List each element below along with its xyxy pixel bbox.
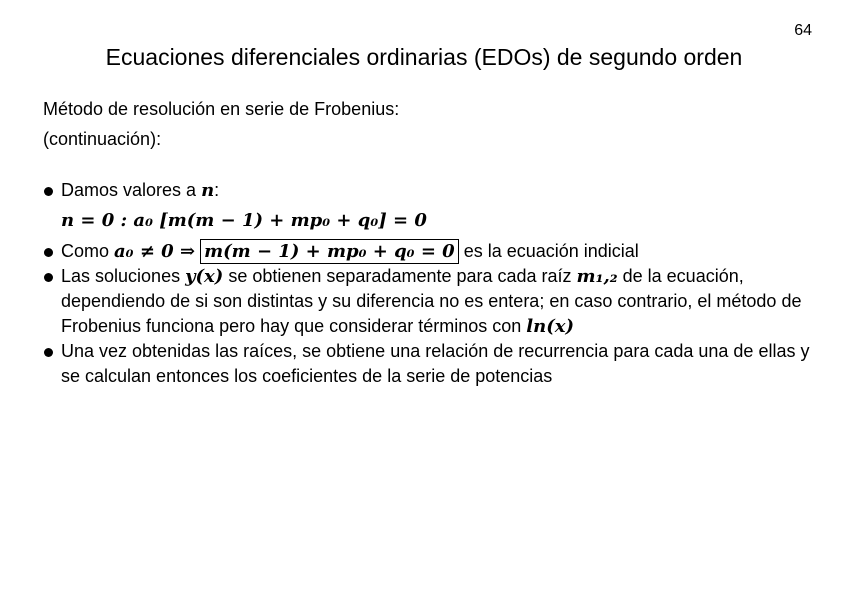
bullet-text: Como [61,241,115,261]
bullet-dot-icon [44,273,53,282]
bullet-values-n [43,178,833,203]
bullet-indicial [43,239,833,264]
math-lnx: ln(x) [526,316,574,337]
math-n: n [201,180,215,201]
math-yx: y(x) [185,266,224,287]
bullet-dot-icon [44,348,53,357]
bullet-text: se obtienen separadamente para cada raíz [223,266,577,286]
slide-title: Ecuaciones diferenciales ordinarias (EDOs) de segundo orden [105,44,743,70]
equation-n0-text: n = 0 : a₀ [m(m − 1) + mp₀ + q₀] = 0 [61,210,427,231]
intro-line-1: Método de resolución en serie de Frobenius: [43,99,400,119]
bullet-text: Las soluciones [61,266,186,286]
bullet-dot-icon [44,248,53,257]
bullet-text: Damos valores a [61,180,202,200]
bullet-dot-icon [44,187,53,196]
bullet-text: es la ecuación indicial [458,241,639,261]
bullet-solutions [43,264,833,339]
bullet-text: Una vez obtenidas las raíces, se obtiene una relación de recurrencia para cada una de ellas y se calculan entonces los coeficientes de la serie de potencias [61,341,810,386]
bullet-recurrence [43,339,833,389]
page-number: 64 [794,22,812,39]
bullet-text: de la ecuación, dependiendo de si son distintas y su diferencia no es entera; en caso contrario, el método de Frobenius funciona pero hay que considerar términos con [61,266,802,336]
math-m12: m₁,₂ [576,266,618,287]
indicial-equation-box: m(m − 1) + mp₀ + q₀ = 0 [200,239,459,264]
math-a0-condition: a₀ ≠ 0 ⇒ [114,241,196,262]
intro-line-2: (continuación): [43,129,162,149]
equation-n0 [43,205,833,236]
bullet-text: : [214,180,220,200]
bullet-list [43,178,833,389]
